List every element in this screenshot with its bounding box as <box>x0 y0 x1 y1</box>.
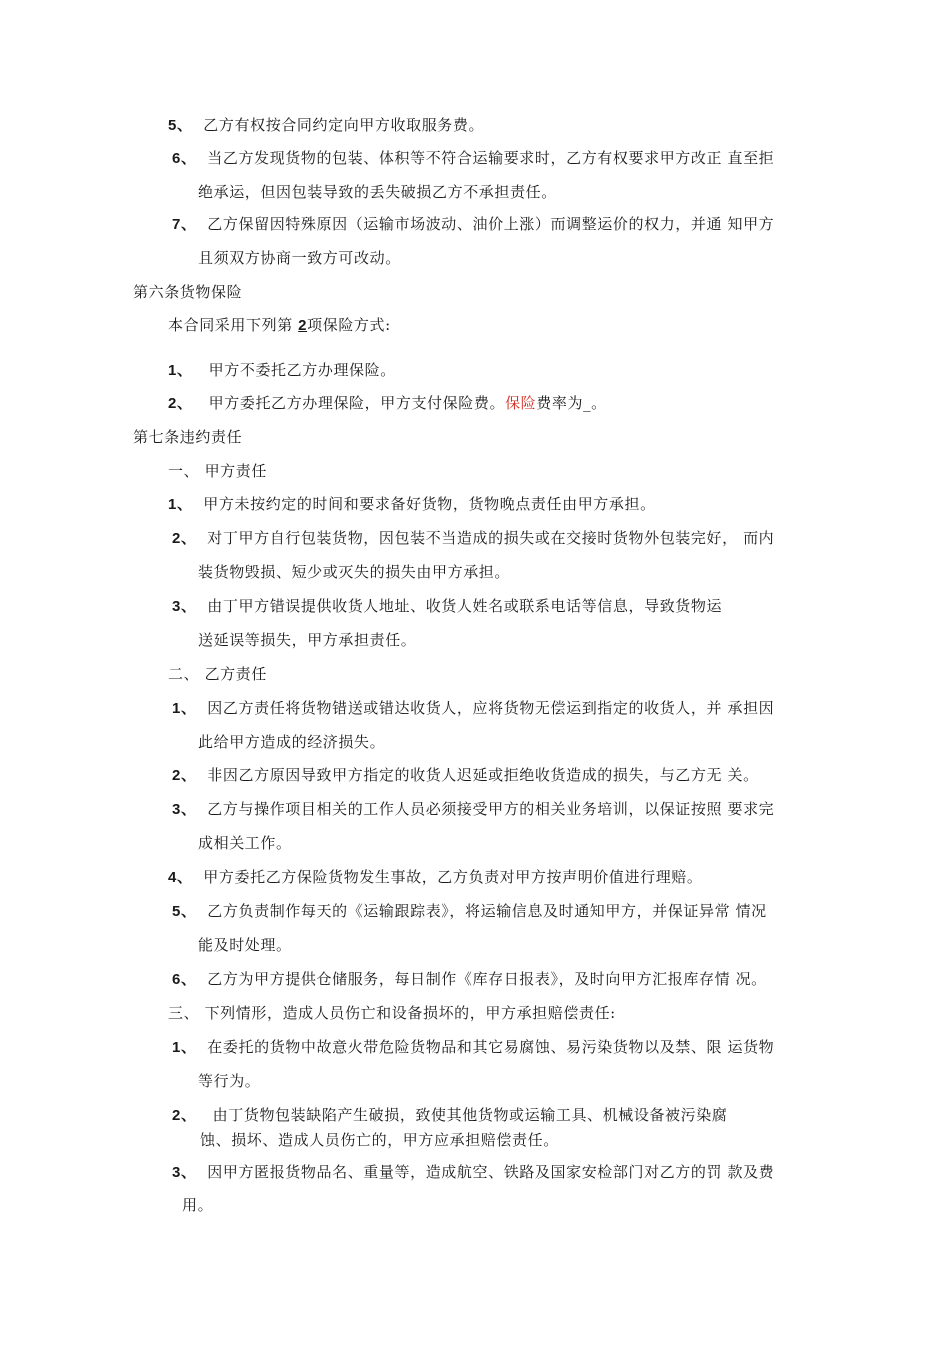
item-text: 甲方不委托乙方办理保险。 <box>208 361 396 379</box>
item-text: 非因乙方原因导致甲方指定的收货人迟延或拒绝收货造成的损失，与乙方无 关。 <box>207 766 759 784</box>
item-text-continued: 能及时处理。 <box>198 936 292 954</box>
list-item <box>168 867 703 888</box>
item-number: 2、 <box>172 530 197 547</box>
item-text-continued: 装货物毁损、短少或灭失的损失由甲方承担。 <box>198 563 511 581</box>
list-item <box>172 596 722 617</box>
list-item <box>172 1105 727 1126</box>
list-item <box>168 393 607 414</box>
list-item <box>168 115 484 136</box>
item-text: 甲方未按约定的时间和要求备好货物，货物晚点责任由甲方承担。 <box>203 495 656 513</box>
item-text: 乙方负责制作每天的《运输跟踪表》，将运输信息及时通知甲方，并保证异常 情况 <box>207 902 767 920</box>
item-number: 3、 <box>172 598 197 615</box>
paragraph-text: 本合同采用下列第 <box>168 316 299 334</box>
item-number: 7、 <box>172 216 197 233</box>
section-heading: 第六条货物保险 <box>133 283 243 301</box>
item-text: 乙方与操作项目相关的工作人员必须接受甲方的相关业务培训，以保证按照 要求完 <box>207 800 775 818</box>
item-text: 因乙方责任将货物错送或错达收货人，应将货物无偿运到指定的收货人，并 承担因 <box>207 699 775 717</box>
item-number: 6、 <box>172 150 197 167</box>
item-text: 由丁货物包装缺陷产生破损，致使其他货物或运输工具、机械设备被污染腐 <box>212 1106 728 1124</box>
item-text: 甲方委托乙方办理保险，甲方支付保险费。 <box>208 394 506 412</box>
list-item <box>172 969 767 990</box>
item-number: 5、 <box>168 117 193 134</box>
item-number: 5、 <box>172 903 197 920</box>
item-number: 1、 <box>168 496 193 513</box>
highlighted-text: 保险 <box>505 394 537 412</box>
item-text: 乙方有权按合同约定向甲方收取服务费。 <box>203 116 485 134</box>
item-text: 因甲方匿报货物品名、重量等，造成航空、铁路及国家安检部门对乙方的罚 款及费 <box>207 1163 775 1181</box>
item-number: 1、 <box>172 700 197 717</box>
item-text: 对丁甲方自行包装货物，因包装不当造成的损失或在交接时货物外包装完好， 而内 <box>207 529 775 547</box>
item-number: 3、 <box>172 1164 197 1181</box>
item-number: 3、 <box>172 801 197 818</box>
item-number: 2、 <box>172 1107 197 1124</box>
item-text: 乙方保留因特殊原因（运输市场波动、油价上涨）而调整运价的权力，并通 知甲方 <box>207 215 775 233</box>
list-item <box>168 360 396 381</box>
item-number: 2、 <box>172 767 197 784</box>
item-text-continued: 绝承运，但因包装导致的丢失破损乙方不承担责任。 <box>198 183 557 201</box>
item-number: 1、 <box>168 362 193 379</box>
item-text: 在委托的货物中故意火带危险货物品和其它易腐蚀、易污染货物以及禁、限 运货物 <box>207 1038 775 1056</box>
section-heading: 第七条违约责任 <box>133 428 243 446</box>
item-text-continued: 蚀、损坏、造成人员伤亡的，甲方应承担赔偿责任。 <box>200 1131 559 1149</box>
list-item <box>172 214 774 235</box>
list-item <box>172 528 774 549</box>
item-text: 由丁甲方错误提供收货人地址、收货人姓名或联系电话等信息，导致货物运 <box>207 597 723 615</box>
item-text-continued: 用。 <box>182 1196 214 1214</box>
item-text: 乙方为甲方提供仓储服务，每日制作《库存日报表》，及时向甲方汇报库存情 况。 <box>207 970 767 988</box>
subsection-heading: 三、 下列情形，造成人员伤亡和设备损坏的，甲方承担赔偿责任: <box>168 1004 616 1022</box>
item-text: 当乙方发现货物的包装、体积等不符合运输要求时，乙方有权要求甲方改正 直至拒 <box>207 149 775 167</box>
item-text-continued: 送延误等损失，甲方承担责任。 <box>198 631 417 649</box>
paragraph <box>168 315 391 336</box>
item-number: 6、 <box>172 971 197 988</box>
item-number: 2、 <box>168 395 193 412</box>
item-text: 甲方委托乙方保险货物发生事故，乙方负责对甲方按声明价值进行理赔。 <box>203 868 703 886</box>
subsection-heading: 一、 甲方责任 <box>168 462 267 480</box>
list-item <box>172 698 774 719</box>
list-item <box>172 799 774 820</box>
list-item <box>172 148 774 169</box>
item-number: 4、 <box>168 869 193 886</box>
list-item <box>172 1037 774 1058</box>
list-item <box>172 765 759 786</box>
subsection-heading: 二、 乙方责任 <box>168 665 267 683</box>
item-text-continued: 等行为。 <box>198 1072 261 1090</box>
item-text-continued: 此给甲方造成的经济损失。 <box>198 733 386 751</box>
list-item <box>172 1162 774 1183</box>
item-text-continued: 且须双方协商一致方可改动。 <box>198 249 401 267</box>
paragraph-text: 项保险方式: <box>307 316 391 334</box>
insurance-option-number: 2 <box>298 317 308 334</box>
item-text: 费率为_。 <box>536 394 607 412</box>
item-number: 1、 <box>172 1039 197 1056</box>
list-item <box>172 901 767 922</box>
list-item <box>168 494 656 515</box>
item-text-continued: 成相关工作。 <box>198 834 292 852</box>
